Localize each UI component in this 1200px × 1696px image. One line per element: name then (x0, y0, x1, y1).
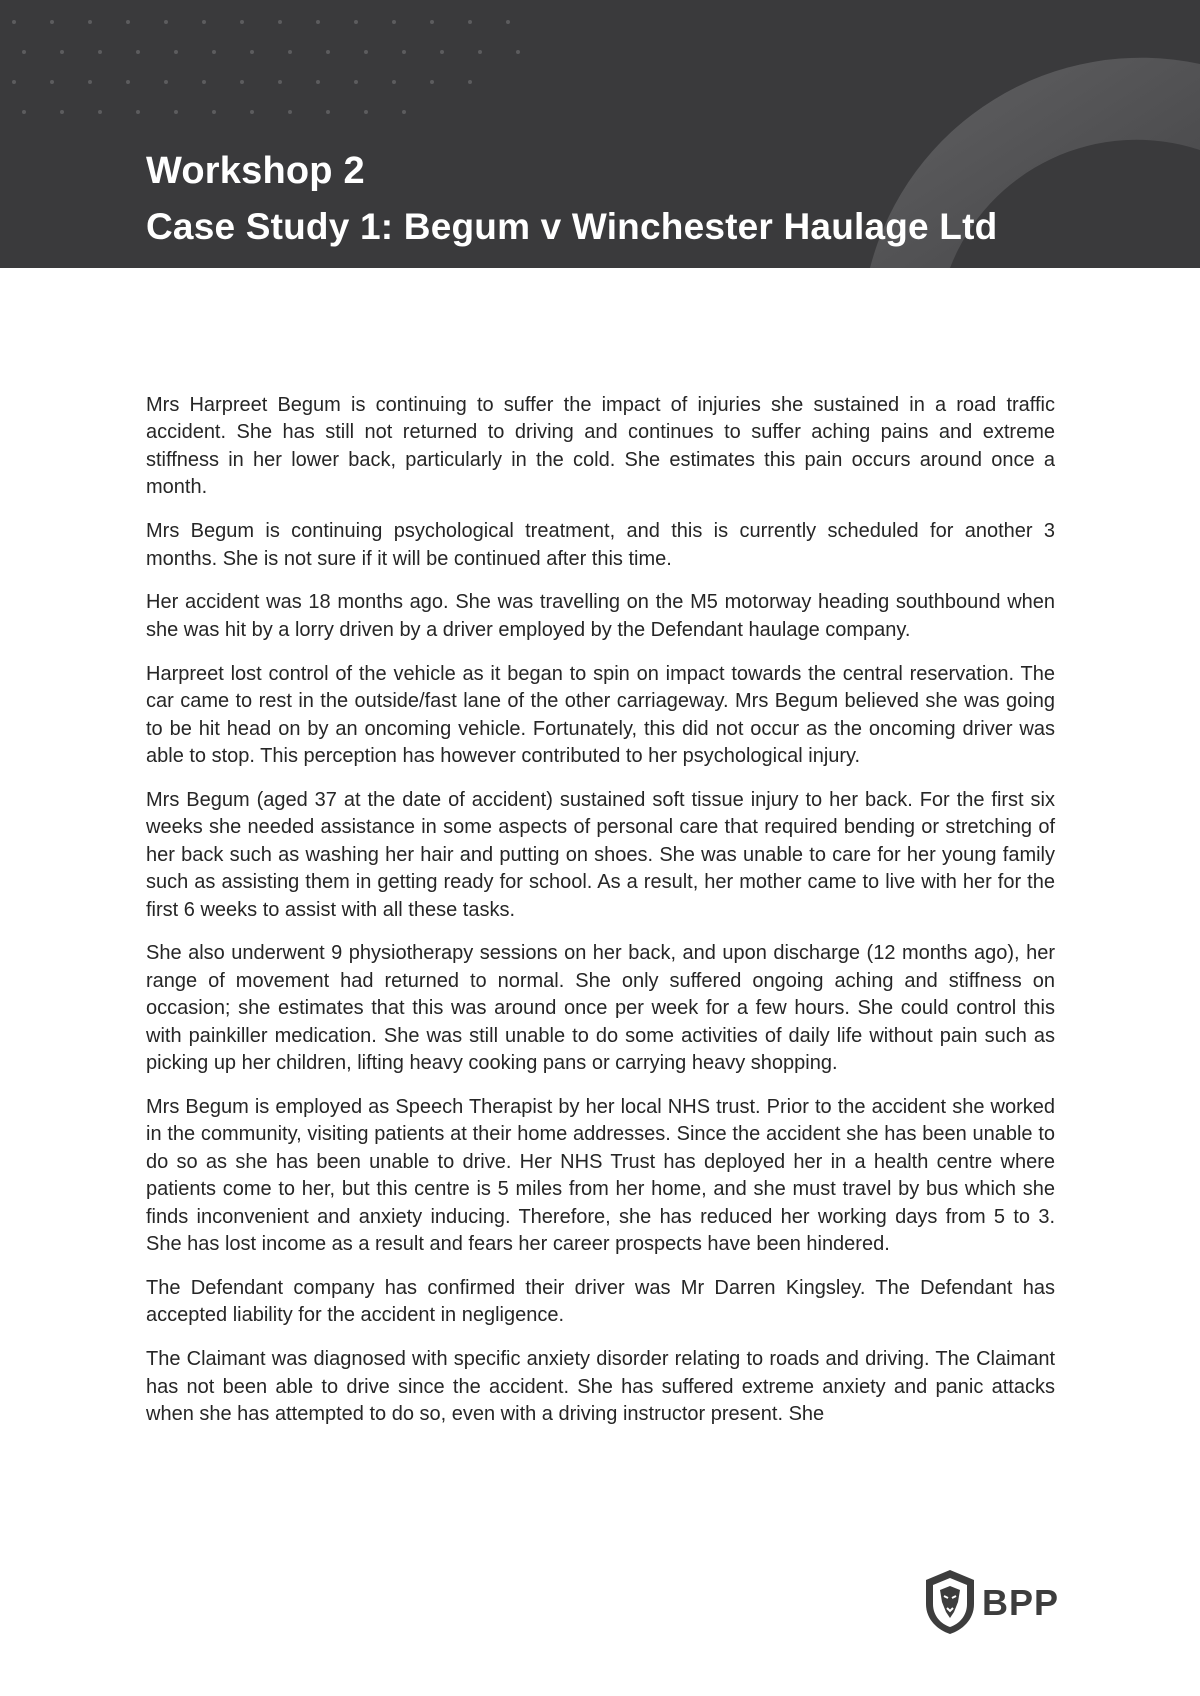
decor-dot (164, 80, 168, 84)
decor-dot (392, 80, 396, 84)
decor-dot (468, 20, 472, 24)
decor-dot (354, 80, 358, 84)
decor-dot (278, 20, 282, 24)
decor-dot (326, 50, 330, 54)
paragraph-1: Mrs Harpreet Begum is continuing to suffer the impact of injuries she sustained in a road traffic accident. She has still not returned to driving and continues to suffer aching pains and extreme stiffness in her lower back, particularly in the cold. She estimates this pain occurs around once a month. (146, 394, 1055, 499)
decor-dot (126, 80, 130, 84)
decor-dot (60, 50, 64, 54)
case-study-title: Case Study 1: Begum v Winchester Haulage Ltd (146, 206, 998, 247)
decor-dot (430, 20, 434, 24)
paragraph-2: Mrs Begum is continuing psychological treatment, and this is currently scheduled for another 3 months. She is not sure if it will be continued after this time. (146, 520, 1055, 570)
decor-dot (316, 20, 320, 24)
decor-dot (402, 110, 406, 114)
decor-dot (506, 20, 510, 24)
decor-dot (364, 50, 368, 54)
decor-dot (98, 50, 102, 54)
paragraph-3: Her accident was 18 months ago. She was travelling on the M5 motorway heading southbound when she was hit by a lorry driven by a driver employed by the Defendant haulage company. (146, 591, 1055, 641)
decor-dot (288, 110, 292, 114)
decor-dot (354, 20, 358, 24)
decor-dot (430, 80, 434, 84)
paragraph-8: The Defendant company has confirmed their driver was Mr Darren Kingsley. The Defendant has accepted liability for the accident in negligence. (146, 1276, 1055, 1327)
lion-shield-icon (922, 1568, 978, 1636)
decor-dot (202, 20, 206, 24)
decor-dot (60, 110, 64, 114)
decor-dot (240, 80, 244, 84)
case-study-body (146, 392, 1055, 1445)
decor-dot (136, 110, 140, 114)
decor-dot (174, 110, 178, 114)
decor-dot (174, 50, 178, 54)
decor-dot (22, 110, 26, 114)
paragraph-6: She also underwent 9 physiotherapy sessions on her back, and upon discharge (12 months ago), her range of movement had returned to normal. She only suffered ongoing aching and stiffness on occasion; she estimates that this was around once per week for a few hours. She could control this with painkiller medication. She was still unable to do some activities of daily life without pain such as picking up her children, lifting heavy cooking pans or carrying heavy shopping. (146, 942, 1055, 1075)
decor-dot (250, 50, 254, 54)
decor-dot (316, 80, 320, 84)
decor-dot (278, 80, 282, 84)
decor-dot (478, 50, 482, 54)
decor-dot (516, 50, 520, 54)
decor-dot (88, 20, 92, 24)
decor-dot (250, 110, 254, 114)
decor-dot (88, 80, 92, 84)
decor-dot (12, 20, 16, 24)
header-banner (0, 0, 1200, 268)
decor-dot (126, 20, 130, 24)
decor-dot (392, 20, 396, 24)
bpp-logo (922, 1568, 1062, 1640)
decor-dot (50, 80, 54, 84)
decor-dot (212, 110, 216, 114)
decor-dot (202, 80, 206, 84)
decor-dot (402, 50, 406, 54)
decor-dot (50, 20, 54, 24)
logo-text: BPP (982, 1582, 1060, 1623)
decor-dot (212, 50, 216, 54)
decor-dot (22, 50, 26, 54)
paragraph-5: Mrs Begum (aged 37 at the date of accident) sustained soft tissue injury to her back. For the first six weeks she needed assistance in some aspects of personal care that required bending or stretching of her back such as washing her hair and putting on shoes. She was unable to care for her young family such as assisting them in getting ready for school. As a result, her mother came to live with her for the first 6 weeks to assist with all these tasks. (146, 788, 1055, 921)
decor-dot (98, 110, 102, 114)
decor-dot (12, 80, 16, 84)
paragraph-4: Harpreet lost control of the vehicle as it began to spin on impact towards the central reservation. The car came to rest in the outside/fast lane of the other carriageway. Mrs Begum believed she was going to be hit head on by an oncoming vehicle. Fortunately, this did not occur as the oncoming driver was able to stop. This perception has however contributed to her psychological injury. (146, 662, 1055, 767)
decor-dot (364, 110, 368, 114)
decor-dot (326, 110, 330, 114)
decor-dot (136, 50, 140, 54)
workshop-title: Workshop 2 (146, 150, 365, 192)
decor-dot (288, 50, 292, 54)
decor-dot (240, 20, 244, 24)
paragraph-7: Mrs Begum is employed as Speech Therapist by her local NHS trust. Prior to the accident she worked in the community, visiting patients at their home addresses. Since the accident she has been unable to do so as she has been unable to drive. Her NHS Trust has deployed her in a health centre where patients come to her, but this centre is 5 miles from her home, and she must travel by bus which she finds inconvenient and anxiety inducing. Therefore, she has reduced her working days from 5 to 3. She has lost income as a result and fears her career prospects have been hindered. (146, 1095, 1055, 1255)
decor-dot (440, 50, 444, 54)
paragraph-9: The Claimant was diagnosed with specific anxiety disorder relating to roads and driving. The Claimant has not been able to drive since the accident. She has suffered extreme anxiety and panic attacks when she has attempted to do so, even with a driving instructor present. She (146, 1348, 1055, 1425)
decor-dot (164, 20, 168, 24)
decor-dot (468, 80, 472, 84)
